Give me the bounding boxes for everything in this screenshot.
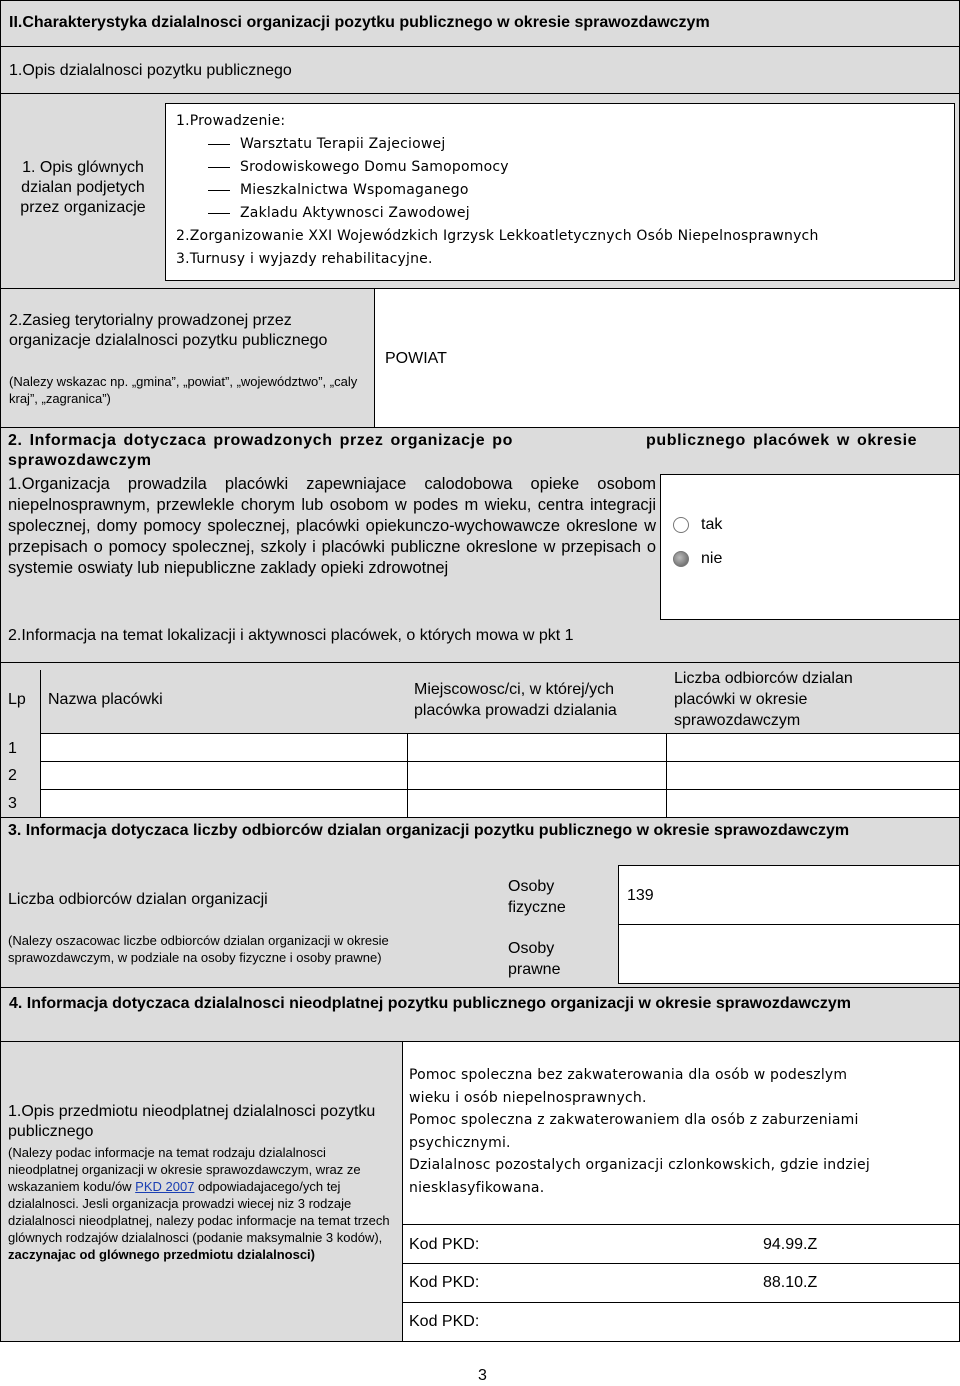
territorial-range-title: 2.Zasieg terytorialny prowadzonej przez organizacje dzialalnosci pozytku publicznego (9, 312, 328, 349)
facilities-title-line2: sprawozdawczym (8, 452, 152, 469)
facilities-title-right: publicznego placówek w okresie (646, 432, 918, 449)
section-1-title: 1.Opis dzialalnosci pozytku publicznego (9, 62, 292, 79)
table-header-recipients: Liczba odbiorców dzialan placówki w okresie sprawozdawczym (674, 670, 853, 729)
unpaid-activity-header (0, 987, 960, 1042)
pkd-label: Kod PKD: (409, 1313, 480, 1330)
description-line: Dzialalnosc pozostalych organizacji czlonkowskich, gdzie indziej niesklasyfikowana. (409, 1157, 870, 1196)
pkd-link[interactable]: PKD 2007 (135, 1179, 195, 1194)
radio-icon[interactable] (673, 517, 689, 533)
facilities-title-left: 2. Informacja dotyczaca prowadzonych przez organizacje po (8, 432, 513, 449)
table-cell-location[interactable] (407, 789, 667, 818)
territorial-range-value: POWIAT (385, 350, 447, 367)
list-item: Warsztatu Terapii Zajeciowej (208, 133, 445, 156)
recipients-natural-label: Osoby fizyczne (508, 878, 566, 916)
recipients-title: 3. Informacja dotyczaca liczby odbiorców dzialan organizacji pozytku publicznego w okresie sprawozdawczym (8, 822, 850, 839)
table-row-lp: 1 (8, 740, 17, 757)
table-cell-location[interactable] (407, 761, 667, 790)
recipients-natural-field[interactable] (618, 865, 960, 925)
unpaid-activity-hint: (Nalezy podac informacje na temat rodzaju dzialalnosci nieodplatnej organizacji w okresie sprawozdawczym, wraz ze wskazaniem kodu/ów PKD 2007 odpowiadajacego/ych tej dzialalnosci. Jesli organizacja prowadzi wiecej niz 3 rodzaje dzialalnosci nieodplatnej, nalezy podac informacje na temat trzech glównych rodzajów dzialalnosci (podanie maksymalnie 3 kodów), zaczynajac od glównego przedmiotu dzialalnosci) (8, 1145, 390, 1262)
unpaid-activity-label: 1.Opis przedmiotu nieodplatnej dzialalnosci pozytku publicznego (8, 1103, 376, 1140)
pkd-label: Kod PKD: (409, 1236, 480, 1253)
option-nie[interactable]: nie (673, 549, 722, 569)
table-cell-name[interactable] (40, 761, 408, 790)
section-ii-header (0, 0, 960, 47)
pkd-row[interactable] (402, 1302, 960, 1342)
table-cell-recipients[interactable] (666, 761, 960, 790)
table-row-lp: 3 (8, 795, 17, 812)
section-ii-title: II.Charakterystyka dzialalnosci organizacji pozytku publicznego w okresie sprawozdawczym (9, 14, 710, 31)
section-1-label: 1. Opis glównych dzialan podjetych przez organizacje (20, 159, 146, 216)
territorial-range-hint: (Nalezy wskazac np. „gmina”, „powiat”, „województwo”, „caly kraj”, „zagranica”) (9, 374, 358, 406)
recipients-hint: (Nalezy oszacowac liczbe odbiorców dzialan organizacji w okresie sprawozdawczym, w podziale na osoby fizyczne i osoby prawne) (8, 933, 389, 965)
list-item: Zakladu Aktywnosci Zawodowej (208, 202, 470, 225)
table-cell-recipients[interactable] (666, 789, 960, 818)
table-header-location: Miejscowosc/ci, w której/ych placówka prowadzi dzialania (414, 681, 617, 719)
table-row-lp: 2 (8, 767, 17, 784)
option-tak[interactable]: tak (673, 515, 722, 535)
table-cell-name[interactable] (40, 789, 408, 818)
table-header-lp: Lp (8, 691, 26, 708)
description-lead: 1.Prowadzenie: (176, 113, 286, 129)
radio-selected-icon[interactable] (673, 551, 689, 567)
description-point-3: 3.Turnusy i wyjazdy rehabilitacyjne. (176, 251, 433, 267)
facilities-answer-box (660, 474, 960, 620)
table-cell-name[interactable] (40, 733, 408, 762)
page-number: 3 (478, 1367, 487, 1384)
section-1-description (165, 103, 955, 281)
recipients-legal-field[interactable] (618, 924, 960, 984)
unpaid-activity-title: 4. Informacja dotyczaca dzialalnosci nieodplatnej pozytku publicznego organizacji w okresie sprawozdawczym (9, 995, 851, 1012)
facilities-location-title: 2.Informacja na temat lokalizacji i aktywnosci placówek, o których mowa w pkt 1 (8, 627, 574, 644)
description-line: Pomoc spoleczna z zakwaterowaniem dla osób z zaburzeniami psychicznymi. (409, 1112, 859, 1151)
description-point-2: 2.Zorganizowanie XXI Wojewódzkich Igrzysk Lekkoatletycznych Osób Niepelnosprawnych (176, 228, 819, 244)
pkd-row[interactable] (402, 1224, 960, 1264)
table-divider (40, 670, 41, 733)
table-cell-location[interactable] (407, 733, 667, 762)
table-cell-recipients[interactable] (666, 733, 960, 762)
pkd-row[interactable] (402, 1263, 960, 1303)
unpaid-activity-description (402, 1041, 960, 1225)
pkd-label: Kod PKD: (409, 1274, 480, 1291)
pkd-value: 88.10.Z (763, 1274, 818, 1291)
description-line: Pomoc spoleczna bez zakwaterowania dla osób w podeszlym wieku i osób niepelnosprawnych. (409, 1067, 848, 1106)
section-1-header (0, 46, 960, 94)
list-item: Mieszkalnictwa Wspomaganego (208, 179, 469, 202)
recipients-natural-value: 139 (627, 887, 654, 904)
pkd-value: 94.99.Z (763, 1236, 818, 1253)
recipients-label: Liczba odbiorców dzialan organizacji (8, 891, 268, 908)
recipients-legal-label: Osoby prawne (508, 940, 561, 978)
facilities-question: 1.Organizacja prowadzila placówki zapewniajace calodobowa opieke osobom niepelnosprawnym, przewlekle chorym lub osobom w podes m wieku, centra integracji spolecznej, domy pomocy spolecznej, placówki opiekunczo-wychowawcze okreslone w przepisach o pomocy spolecznej, szkoly i placówki publiczne okreslone w przepisach o systemie oswiaty lub niepubliczne zaklady opieki zdrowotnej (8, 475, 656, 577)
territorial-range-value-cell[interactable] (374, 288, 960, 428)
table-header-name: Nazwa placówki (48, 691, 163, 708)
list-item: Srodowiskowego Domu Samopomocy (208, 156, 509, 179)
territorial-range-label-cell (0, 288, 375, 428)
